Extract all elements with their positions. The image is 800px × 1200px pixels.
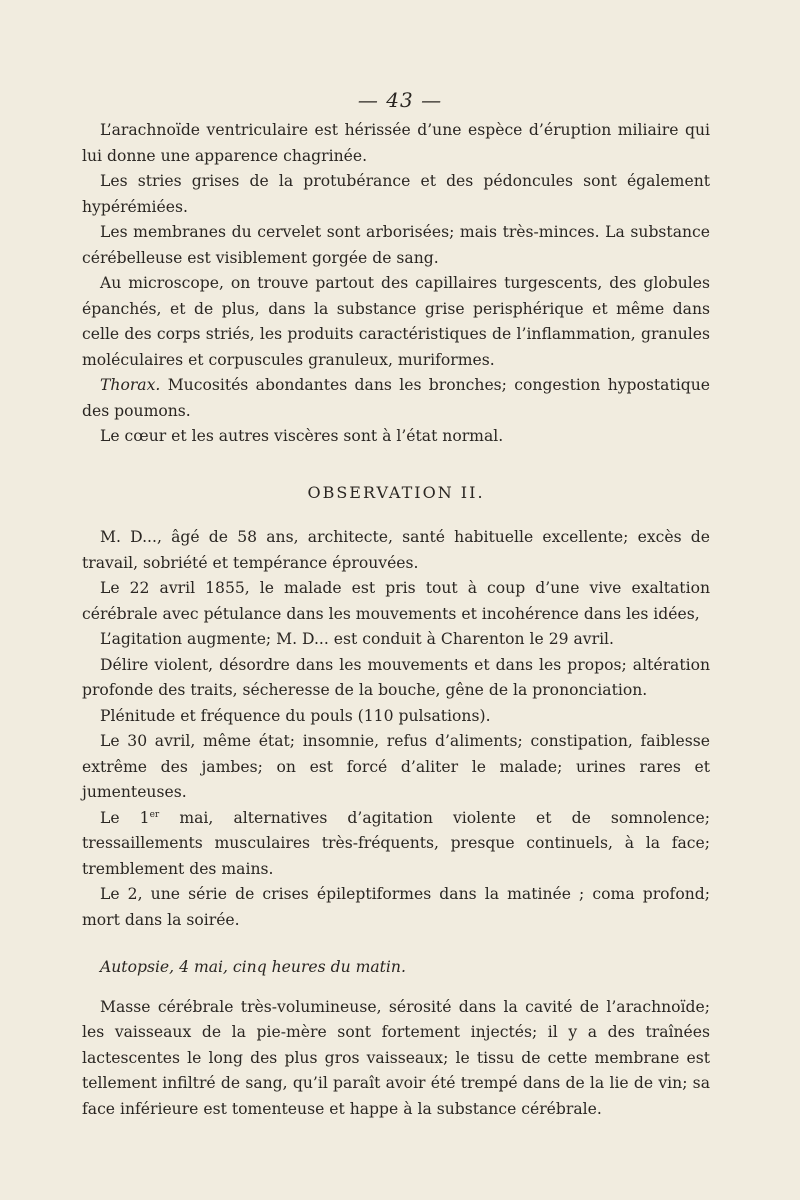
paragraph: L’agitation augmente; M. D... est conduit à Charenton le 29 avril.: [100, 630, 615, 648]
paragraph: Délire violent, désordre dans les mouvements et dans les propos; altération profonde des traits, sécheresse de la bouche, gêne de la prononciation.: [82, 655, 710, 699]
thorax-paragraph: [82, 373, 710, 424]
thorax-label: Thorax.: [100, 376, 161, 394]
paragraph: Plénitude et fréquence du pouls (110 pulsations).: [100, 706, 491, 725]
section-heading: OBSERVATION II.: [307, 482, 485, 502]
may-first-post: mai, alternatives d’agitation violente et de somnolence; tressaillements musculaires très-fréquents, presque continuels, à la face; tremblement des mains.: [82, 808, 710, 878]
autopsy-heading: Autopsie, 4 mai, cinq heures du matin.: [100, 958, 406, 976]
paragraph: Les membranes du cervelet sont arborisées; mais très-minces. La substance cérébelleuse est visiblement gorgée de sang.: [82, 223, 710, 267]
paragraph: Au microscope, on trouve partout des capillaires turgescents, des globules épanchés, et de plus, dans la substance grise perisphérique et même dans celle des corps striés, les produits caractéristiques de l’inflammation, granules moléculaires et corpuscules granuleux, muriformes.: [82, 274, 710, 369]
paragraph-may-first: [82, 806, 710, 883]
paragraph: Le 30 avril, même état; insomnie, refus d’aliments; constipation, faiblesse extrême des jambes; on est forcé d’aliter le malade; urines rares et jumenteuses.: [82, 732, 710, 801]
may-first-sup: er: [149, 809, 160, 820]
paragraph: Le cœur et les autres viscères sont à l’état normal.: [100, 427, 504, 445]
paragraph: Le 2, une série de crises épileptiformes dans la matinée ; coma profond; mort dans la soirée.: [82, 885, 710, 929]
paragraph: Les stries grises de la protubérance et des pédoncules sont également hypérémiées.: [82, 172, 710, 216]
paragraph: M. D..., âgé de 58 ans, architecte, santé habituelle excellente; excès de travail, sobriété et tempérance éprouvées.: [82, 528, 710, 572]
paragraph: Le 22 avril 1855, le malade est pris tout à coup d’une vive exaltation cérébrale avec pétulance dans les mouvements et incohérence dans les idées,: [82, 579, 710, 623]
may-first-pre: Le 1: [100, 808, 150, 827]
paragraph: L’arachnoïde ventriculaire est hérissée d’une espèce d’éruption miliaire qui lui donne une apparence chagrinée.: [82, 121, 710, 165]
paragraph: Masse cérébrale très-volumineuse, sérosité dans la cavité de l’arachnoïde; les vaisseaux de la pie-mère sont fortement injectés; il y a des traînées lactescentes le long des plus gros vaisseaux; le tissu de cette membrane est tellement infiltré de sang, qu’il paraît avoir été trempé dans de la lie de vin; sa face inférieure est tomenteuse et happe à la substance cérébrale.: [82, 997, 710, 1118]
thorax-text: Mucosités abondantes dans les bronches; congestion hypostatique des poumons.: [82, 376, 710, 420]
page-number: — 43 —: [357, 88, 443, 112]
body-text: [82, 118, 710, 1122]
